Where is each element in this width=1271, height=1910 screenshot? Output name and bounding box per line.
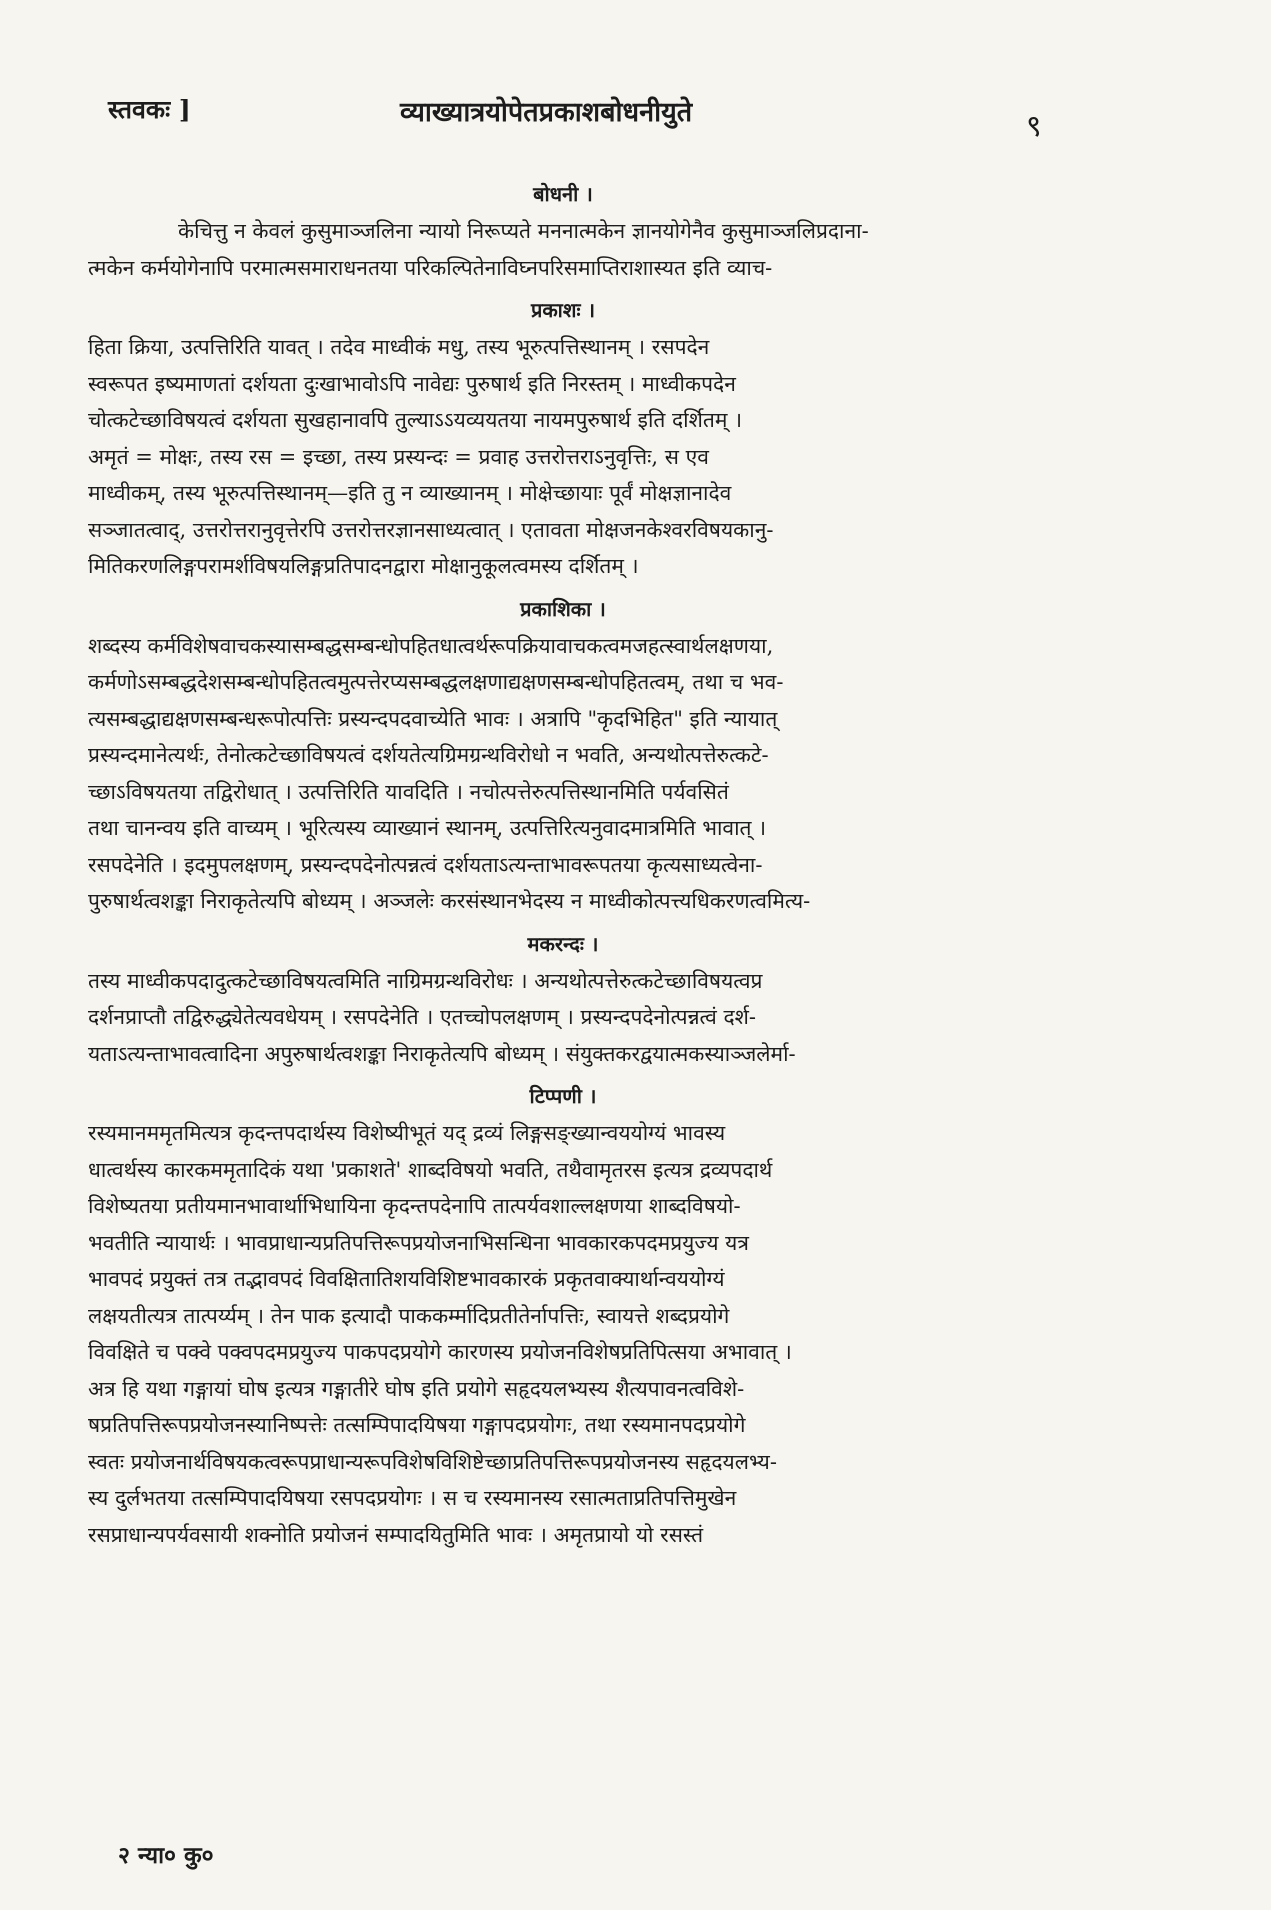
- section-title-makaranda: मकरन्दः ।: [527, 931, 599, 956]
- text-line: तथा चानन्वय इति वाच्यम् । भूरित्यस्य व्याख्यानं स्थानम्, उत्पत्तिरित्यनुवादमात्रमिति भावात् ।: [88, 816, 767, 840]
- text-line: कर्मणोऽसम्बद्धदेशसम्बन्धोपहितत्वमुत्पत्तेरप्यसम्बद्धलक्षणाद्यक्षणसम्बन्धोपहितत्वम्, तथा च भव-: [88, 670, 784, 694]
- text-line: मितिकरणलिङ्गपरामर्शविषयलिङ्गप्रतिपादनद्वारा मोक्षानुकूलत्वमस्य दर्शितम् ।: [88, 554, 639, 578]
- text-line: रस्यमानममृतमित्यत्र कृदन्तपदार्थस्य विशेष्यीभूतं यद् द्रव्यं लिङ्गसङ्ख्यान्वययोग्यं भावस्य: [88, 1121, 726, 1145]
- text-line: च्छाऽविषयतया तद्विरोधात् । उत्पत्तिरिति यावदिति । नचोत्पत्तेरुत्पत्तिस्थानमिति पर्यवसितं: [88, 779, 729, 804]
- text-line: प्रस्यन्दमानेत्यर्थः, तेनोत्कटेच्छाविषयत्वं दर्शयतेत्यग्रिमग्रन्थविरोधो न भवति, अन्यथोत्पत्तेरुत्कटे-: [88, 743, 769, 767]
- section-title-prakasha: प्रकाशः ।: [530, 298, 596, 322]
- text-line: भवतीति न्यायार्थः । भावप्राधान्यप्रतिपत्तिरूपप्रयोजनाभिसन्धिना भावकारकपदमप्रयुज्य यत्र: [88, 1230, 749, 1255]
- text-line: अमृतं = मोक्षः, तस्य रस = इच्छा, तस्य प्रस्यन्दः = प्रवाह उत्तरोत्तराऽनुवृत्तिः, स एव: [88, 444, 709, 469]
- text-line: विवक्षिते च पक्वे पक्वपदमप्रयुज्य पाकपदप्रयोगे कारणस्य प्रयोजनविशेषप्रतिपित्सया अभावात् ।: [88, 1340, 792, 1364]
- text-line: स्य दुर्लभतया तत्सम्पिपादयिषया रसपदप्रयोगः । स च रस्यमानस्य रसात्मताप्रतिपत्तिमुखेन: [88, 1486, 737, 1510]
- text-line: त्यसम्बद्धाद्यक्षणसम्बन्धरूपोत्पत्तिः प्रस्यन्दपदवाच्येति भावः । अत्रापि "कृदभिहित" इति न्यायात्: [88, 706, 778, 731]
- text-line: अत्र हि यथा गङ्गायां घोष इत्यत्र गङ्गातीरे घोष इति प्रयोगे सहृदयलभ्यस्य शैत्यपावनत्वविशे-: [88, 1376, 745, 1401]
- section-title-tippani: टिप्पणी ।: [529, 1084, 597, 1108]
- text-line: तस्य माध्वीकपदादुत्कटेच्छाविषयत्वमिति नाग्रिमग्रन्थविरोधः । अन्यथोत्पत्तेरुत्कटेच्छाविषयत्वप्र: [88, 968, 763, 993]
- text-line: दर्शनप्राप्तौ तद्विरुद्ध्येतेत्यवधेयम् । रसपदेनेति । एतच्चोपलक्षणम् । प्रस्यन्दपदेनोत्पन्नत्वं दर्श-: [88, 1005, 757, 1029]
- page-body: [88, 170, 1038, 1553]
- text-line: भावपदं प्रयुक्तं तत्र तद्भावपदं विवक्षितातिशयविशिष्टभावकारकं प्रकृतवाक्यार्थान्वययोग्यं: [88, 1267, 725, 1291]
- text-line: विशेष्यतया प्रतीयमानभावार्थाभिधायिना कृदन्तपदेनापि तात्पर्यवशाल्लक्षणया शाब्दविषयो-: [88, 1194, 741, 1218]
- text-line: रसप्राधान्यपर्यवसायी शक्नोति प्रयोजनं सम्पादयितुमिति भावः । अमृतप्रायो यो रसस्तं: [88, 1522, 704, 1547]
- page-number: ९: [1026, 109, 1042, 144]
- text-line: धात्वर्थस्य कारकममृतादिकं यथा 'प्रकाशते' शाब्दविषयो भवति, तथैवामृतरस इत्यत्र द्रव्यपदार्थ: [88, 1157, 773, 1182]
- text-line: हिता क्रिया, उत्पत्तिरिति यावत् । तदेव माध्वीकं मधु, तस्य भूरुत्पत्तिस्थानम् । रसपदेन: [88, 335, 710, 359]
- text-line: चोत्कटेच्छाविषयत्वं दर्शयता सुखहानावपि तुल्याऽऽयव्ययतया नायमपुरुषार्थ इति दर्शितम् ।: [88, 408, 743, 432]
- text-line: केचित्तु न केवलं कुसुमाञ्जलिना न्यायो निरूप्यते मननात्मकेन ज्ञानयोगेनैव कुसुमाञ्जलिप्रदाना-: [178, 219, 869, 243]
- text-line: षप्रतिपत्तिरूपप्रयोजनस्यानिष्पत्तेः तत्सम्पिपादयिषया गङ्गापदप्रयोगः, तथा रस्यमानपदप्रयोगे: [88, 1413, 746, 1437]
- text-line: स्वतः प्रयोजनार्थविषयकत्वरूपप्राधान्यरूपविशेषविशिष्टेच्छाप्रतिपत्तिरूपप्रयोजनस्य सहृदयलभ्य-: [88, 1449, 777, 1474]
- page-header: [0, 92, 1271, 142]
- running-title: व्याख्यात्रयोपेतप्रकाशबोधनीयुते: [400, 97, 693, 128]
- text-line: लक्षयतीत्यत्र तात्पर्य्यम् । तेन पाक इत्यादौ पाककर्म्मादिप्रतीतेर्नापत्तिः, स्वायत्ते शब्दप्रयोगे: [88, 1303, 730, 1328]
- text-line: त्मकेन कर्मयोगेनापि परमात्मसमाराधनतया परिकल्पितेनाविघ्नपरिसमाप्तिराशास्यत इति व्याच-: [88, 255, 773, 280]
- signature-mark: २ न्या० कु०: [118, 1842, 214, 1869]
- section-title-prakashika: प्रकाशिका ।: [520, 596, 606, 621]
- text-line: पुरुषार्थत्वशङ्का निराकृतेत्यपि बोध्यम् । अञ्जलेः करसंस्थानभेदस्य न माध्वीकोत्पत्त्यधिकरणत्वमित्य-: [88, 889, 811, 913]
- text-line: सञ्जातत्वाद्, उत्तरोत्तरानुवृत्तेरपि उत्तरोत्तरज्ञानसाध्यत्वात् । एतावता मोक्षजनकेश्वरविषयकानु-: [88, 517, 774, 542]
- text-line: यताऽत्यन्ताभावत्वादिना अपुरुषार्थत्वशङ्का निराकृतेत्यपि बोध्यम् । संयुक्तकरद्वयात्मकस्याञ्जलेर्मा-: [88, 1041, 796, 1066]
- text-line: शब्दस्य कर्मविशेषवाचकस्यासम्बद्धसम्बन्धोपहितधात्वर्थरूपक्रियावाचकत्वमजहत्स्वार्थलक्षणया,: [88, 633, 774, 658]
- text-line: रसपदेनेति । इदमुपलक्षणम्, प्रस्यन्दपदेनोत्पन्नत्वं दर्शयताऽत्यन्ताभावरूपतया कृत्यसाध्यत्वेना-: [88, 852, 763, 877]
- section-title-bodhani: बोधनी ।: [533, 182, 593, 206]
- text-line: माध्वीकम्, तस्य भूरुत्पत्तिस्थानम्—इति तु न व्याख्यानम् । मोक्षेच्छायाः पूर्वं मोक्षज्ञानादेव: [88, 481, 732, 505]
- chapter-marker: स्तवकः ]: [108, 95, 191, 124]
- text-line: स्वरूपत इष्यमाणतां दर्शयता दुःखाभावोऽपि नावेद्यः पुरुषार्थ इति निरस्तम् । माध्वीकपदेन: [88, 371, 736, 396]
